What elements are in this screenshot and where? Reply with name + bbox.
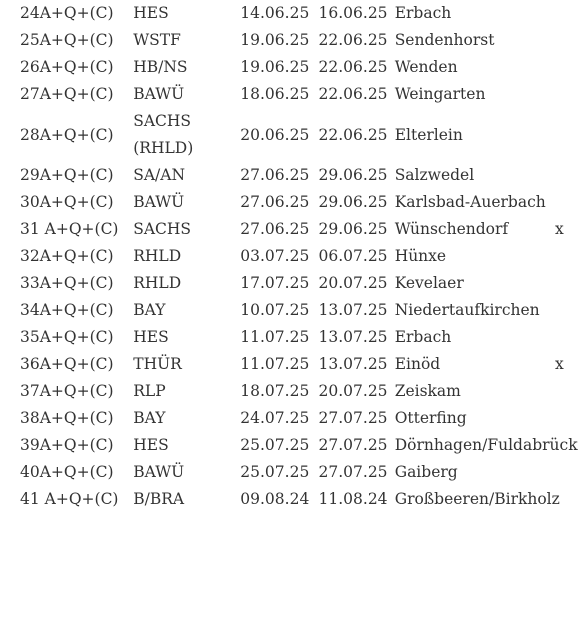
start-date-cell: 27.06.25 xyxy=(240,193,310,211)
end-date-cell: 13.07.25 xyxy=(318,301,388,319)
end-date-cell: 27.07.25 xyxy=(318,436,388,454)
place-cell: Erbach xyxy=(394,328,452,346)
mark-cell xyxy=(539,297,580,324)
mark-cell xyxy=(539,27,580,54)
table-row xyxy=(20,108,580,162)
event-number-cell: 36A+Q+(C) xyxy=(20,355,114,373)
start-date-cell: 11.07.25 xyxy=(240,355,310,373)
event-number-cell: 34A+Q+(C) xyxy=(20,301,114,319)
event-number-cell: 31 A+Q+(C) xyxy=(20,220,119,238)
table-row xyxy=(20,378,580,405)
place-cell: Erbach xyxy=(394,4,452,22)
place-cell: Elterlein xyxy=(394,125,463,144)
place-cell: Salzwedel xyxy=(394,166,475,184)
state-cell: HES xyxy=(133,4,169,22)
table-row xyxy=(20,81,580,108)
mark-cell xyxy=(539,324,580,351)
state-cell: B/BRA xyxy=(133,490,185,508)
end-date-cell: 22.06.25 xyxy=(318,85,388,103)
state-cell: RHLD xyxy=(133,247,182,265)
table-row xyxy=(20,351,580,378)
state-cell: HES xyxy=(133,436,169,454)
mark-cell xyxy=(539,405,580,432)
state-cell: BAY xyxy=(133,409,166,427)
start-date-cell: 19.06.25 xyxy=(240,31,310,49)
end-date-cell: 22.06.25 xyxy=(318,125,388,144)
end-date-cell: 29.06.25 xyxy=(318,193,388,211)
start-date-cell: 17.07.25 xyxy=(240,274,310,292)
state-cell: SACHS (RHLD) xyxy=(133,112,194,157)
place-cell: Einöd xyxy=(394,355,441,373)
mark-cell xyxy=(539,54,580,81)
event-number-cell: 35A+Q+(C) xyxy=(20,328,114,346)
mark-cell xyxy=(539,378,580,405)
table-row xyxy=(20,270,580,297)
table-row xyxy=(20,54,580,81)
event-number-cell: 32A+Q+(C) xyxy=(20,247,114,265)
place-cell: Gaiberg xyxy=(394,463,458,481)
table-row xyxy=(20,432,580,459)
event-number-cell: 41 A+Q+(C) xyxy=(20,490,119,508)
mark-cell xyxy=(539,81,580,108)
start-date-cell: 18.07.25 xyxy=(240,382,310,400)
table-row xyxy=(20,189,580,216)
event-number-cell: 30A+Q+(C) xyxy=(20,193,114,211)
place-cell: Otterfing xyxy=(394,409,467,427)
mark-cell xyxy=(539,108,580,162)
start-date-cell: 19.06.25 xyxy=(240,58,310,76)
place-cell: Dörnhagen/Fuldabrück xyxy=(394,436,578,454)
mark-cell xyxy=(539,0,580,27)
mark-cell xyxy=(539,270,580,297)
state-cell: SA/AN xyxy=(133,166,186,184)
place-cell: Sendenhorst xyxy=(394,31,495,49)
end-date-cell: 13.07.25 xyxy=(318,328,388,346)
start-date-cell: 24.07.25 xyxy=(240,409,310,427)
end-date-cell: 06.07.25 xyxy=(318,247,388,265)
start-date-cell: 03.07.25 xyxy=(240,247,310,265)
table-row xyxy=(20,0,580,27)
state-cell: THÜR xyxy=(133,355,182,373)
events-table xyxy=(20,0,580,513)
events-table-body xyxy=(20,0,580,513)
event-number-cell: 25A+Q+(C) xyxy=(20,31,114,49)
place-cell: Zeiskam xyxy=(394,382,461,400)
start-date-cell: 10.07.25 xyxy=(240,301,310,319)
table-row xyxy=(20,459,580,486)
end-date-cell: 22.06.25 xyxy=(318,31,388,49)
start-date-cell: 25.07.25 xyxy=(240,436,310,454)
place-cell: Kevelaer xyxy=(394,274,464,292)
state-cell: RHLD xyxy=(133,274,182,292)
mark-cell: x xyxy=(555,220,564,238)
state-cell: HES xyxy=(133,328,169,346)
table-row xyxy=(20,162,580,189)
state-cell: BAWÜ xyxy=(133,85,185,103)
state-cell: SACHS xyxy=(133,220,192,238)
end-date-cell: 20.07.25 xyxy=(318,274,388,292)
event-number-cell: 38A+Q+(C) xyxy=(20,409,114,427)
start-date-cell: 20.06.25 xyxy=(240,125,310,144)
state-cell: BAWÜ xyxy=(133,193,185,211)
event-number-cell: 27A+Q+(C) xyxy=(20,85,114,103)
table-row xyxy=(20,486,580,513)
place-cell: Wenden xyxy=(394,58,458,76)
end-date-cell: 27.07.25 xyxy=(318,463,388,481)
mark-cell xyxy=(539,243,580,270)
place-cell: Hünxe xyxy=(394,247,447,265)
mark-cell: x xyxy=(555,355,564,373)
start-date-cell: 11.07.25 xyxy=(240,328,310,346)
state-cell: HB/NS xyxy=(133,58,188,76)
start-date-cell: 27.06.25 xyxy=(240,220,310,238)
mark-cell xyxy=(539,162,580,189)
start-date-cell: 27.06.25 xyxy=(240,166,310,184)
mark-cell xyxy=(539,459,580,486)
place-cell: Karlsbad-Auerbach xyxy=(394,193,546,211)
event-number-cell: 24A+Q+(C) xyxy=(20,4,114,22)
place-cell: Niedertaufkirchen xyxy=(394,301,540,319)
end-date-cell: 29.06.25 xyxy=(318,220,388,238)
end-date-cell: 20.07.25 xyxy=(318,382,388,400)
end-date-cell: 27.07.25 xyxy=(318,409,388,427)
event-number-cell: 37A+Q+(C) xyxy=(20,382,114,400)
table-row xyxy=(20,324,580,351)
end-date-cell: 22.06.25 xyxy=(318,58,388,76)
start-date-cell: 25.07.25 xyxy=(240,463,310,481)
state-cell: RLP xyxy=(133,382,166,400)
event-number-cell: 26A+Q+(C) xyxy=(20,58,114,76)
start-date-cell: 09.08.24 xyxy=(240,490,310,508)
end-date-cell: 13.07.25 xyxy=(318,355,388,373)
table-row xyxy=(20,405,580,432)
place-cell: Wünschendorf xyxy=(394,220,509,238)
start-date-cell: 14.06.25 xyxy=(240,4,310,22)
event-number-cell: 29A+Q+(C) xyxy=(20,166,114,184)
place-cell: Weingarten xyxy=(394,85,486,103)
place-cell: Großbeeren/Birkholz xyxy=(394,490,560,508)
event-number-cell: 39A+Q+(C) xyxy=(20,436,114,454)
event-number-cell: 40A+Q+(C) xyxy=(20,463,114,481)
event-number-cell: 28A+Q+(C) xyxy=(20,125,114,144)
table-row xyxy=(20,216,580,243)
state-cell: WSTF xyxy=(133,31,181,49)
state-cell: BAWÜ xyxy=(133,463,185,481)
end-date-cell: 29.06.25 xyxy=(318,166,388,184)
state-cell: BAY xyxy=(133,301,166,319)
table-row xyxy=(20,243,580,270)
event-number-cell: 33A+Q+(C) xyxy=(20,274,114,292)
start-date-cell: 18.06.25 xyxy=(240,85,310,103)
end-date-cell: 11.08.24 xyxy=(318,490,388,508)
table-row xyxy=(20,27,580,54)
table-row xyxy=(20,297,580,324)
end-date-cell: 16.06.25 xyxy=(318,4,388,22)
